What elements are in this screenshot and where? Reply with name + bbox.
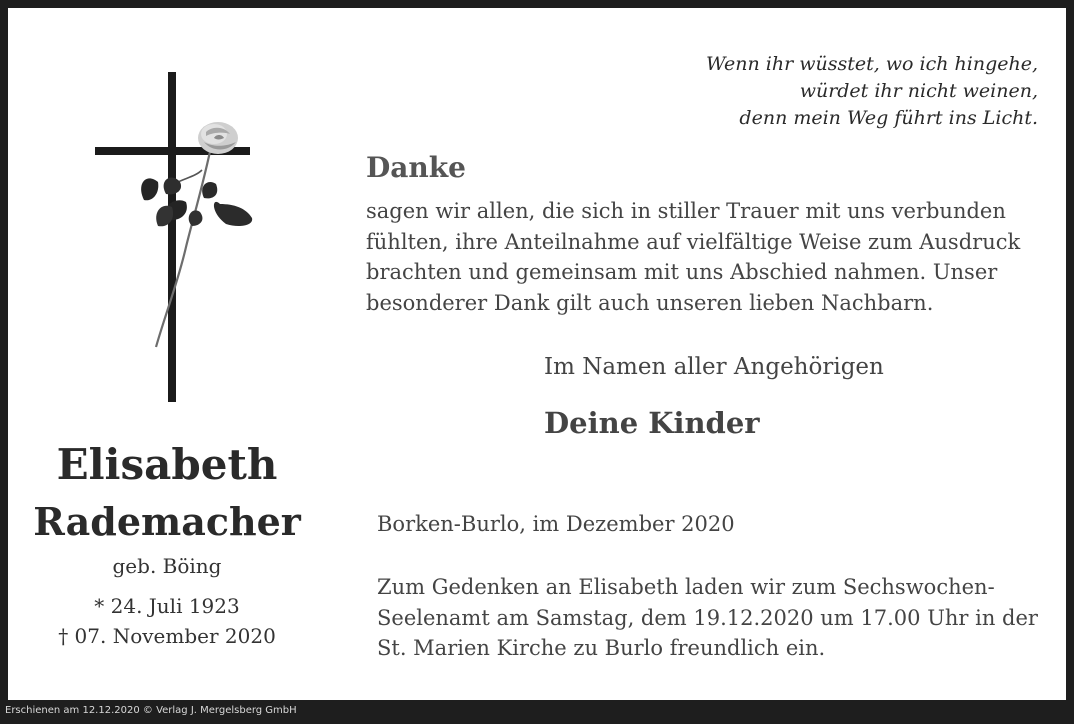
thanks-line: sagen wir allen, die sich in stiller Trauer mit uns verbunden xyxy=(366,199,1006,223)
obituary-card xyxy=(8,8,1066,700)
thanks-line: besonderer Dank gilt auch unseren lieben Nachbarn. xyxy=(366,290,934,315)
death-date: † 07. November 2020 xyxy=(58,624,276,648)
memorial-line: Seelenamt am Samstag, dem 19.12.2020 um 17.00 Uhr in der xyxy=(377,605,1038,630)
quote-line: Wenn ihr wüsstet, wo ich hingehe, xyxy=(706,53,1038,75)
thanks-title: Danke xyxy=(366,151,466,184)
deceased-first-name: Elisabeth xyxy=(56,440,278,489)
quote-block xyxy=(706,51,1038,132)
deceased-maiden-name: geb. Böing xyxy=(112,554,222,578)
thanks-line: fühlten, ihre Anteilnahme auf vielfältige Weise zum Ausdruck xyxy=(366,229,1021,254)
signature-intro: Im Namen aller Angehörigen xyxy=(544,354,884,380)
memorial-notice xyxy=(377,572,1038,664)
thanks-line: brachten und gemeinsam mit uns Abschied nahmen. Unser xyxy=(366,260,998,284)
birth-date: * 24. Juli 1923 xyxy=(94,594,240,618)
thanks-text xyxy=(366,196,1046,318)
signature-family: Deine Kinder xyxy=(544,406,760,440)
quote-line: denn mein Weg führt ins Licht. xyxy=(739,107,1038,129)
memorial-line: St. Marien Kirche zu Burlo freundlich ein. xyxy=(377,636,826,660)
deceased-last-name: Rademacher xyxy=(33,499,301,544)
place-date: Borken-Burlo, im Dezember 2020 xyxy=(377,512,735,536)
quote-line: würdet ihr nicht weinen, xyxy=(799,80,1038,102)
memorial-line: Zum Gedenken an Elisabeth laden wir zum Sechswochen- xyxy=(377,575,995,599)
publication-footer: Erschienen am 12.12.2020 © Verlag J. Mergelsberg GmbH xyxy=(5,705,297,716)
cross-with-rose-icon xyxy=(88,72,258,402)
